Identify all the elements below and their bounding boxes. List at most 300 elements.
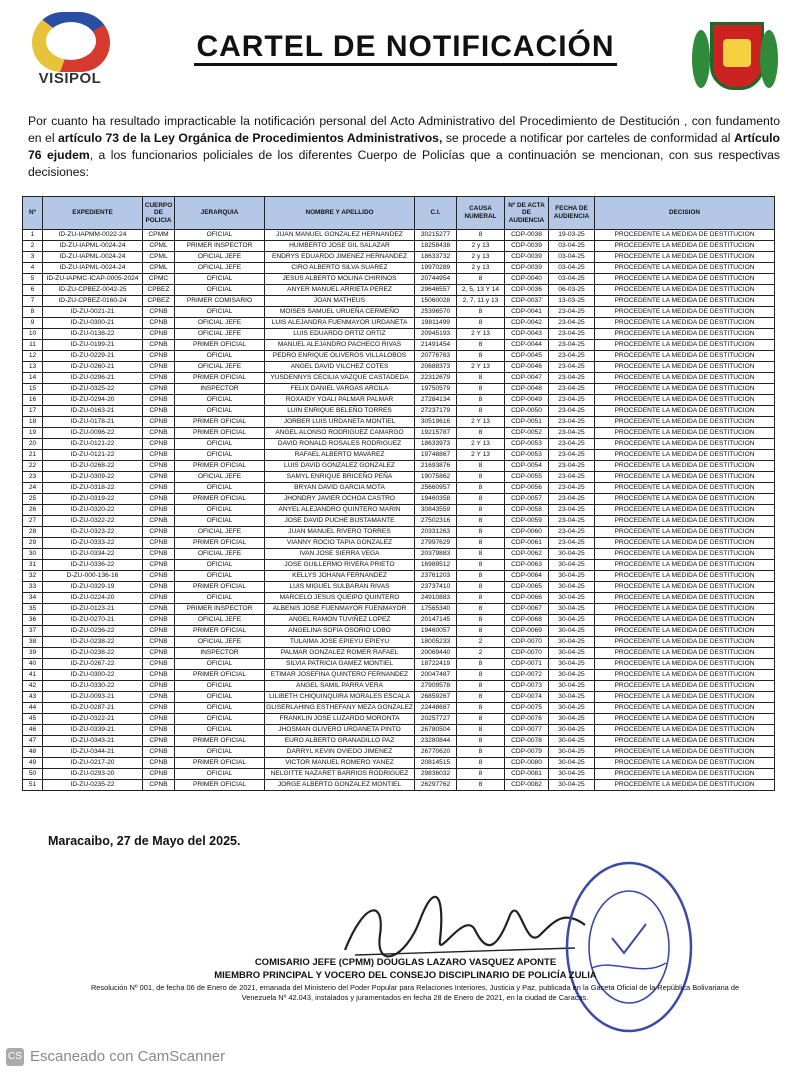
table-cell: 8 <box>457 527 505 538</box>
table-cell: 19748867 <box>415 450 457 461</box>
table-cell: CPNB <box>143 604 175 615</box>
table-cell: 38 <box>23 637 43 648</box>
table-cell: 30-04-25 <box>549 670 595 681</box>
table-cell: 30-04-25 <box>549 725 595 736</box>
table-cell: CPNB <box>143 703 175 714</box>
table-cell: 20688373 <box>415 362 457 373</box>
table-cell: CDP-0063 <box>505 560 549 571</box>
table-row <box>23 582 775 593</box>
table-cell: 30-04-25 <box>549 615 595 626</box>
table-cell: ID-ZU-0178-21 <box>43 417 143 428</box>
table-cell: 20257727 <box>415 714 457 725</box>
table-cell: CPNB <box>143 472 175 483</box>
table-cell: CDP-0054 <box>505 461 549 472</box>
table-cell: ID-ZU-0199-21 <box>43 340 143 351</box>
table-cell: 42 <box>23 681 43 692</box>
table-cell: 23-04-25 <box>549 516 595 527</box>
table-cell: ID-ZU-0309-22 <box>43 472 143 483</box>
table-cell: ID-ZU-0334-22 <box>43 549 143 560</box>
table-row <box>23 527 775 538</box>
table-cell: PROCEDENTE LA MEDIDA DE DESTITUCION <box>595 285 775 296</box>
table-cell: CPNB <box>143 373 175 384</box>
table-cell: CPNB <box>143 318 175 329</box>
table-row <box>23 406 775 417</box>
table-cell: D-ZU-000-136-16 <box>43 571 143 582</box>
official-stamp <box>562 858 696 1036</box>
table-cell: PROCEDENTE LA MEDIDA DE DESTITUCION <box>595 274 775 285</box>
table-cell: CDP-0072 <box>505 670 549 681</box>
table-cell: ID-ZU-0330-22 <box>43 681 143 692</box>
table-cell: 30-04-25 <box>549 626 595 637</box>
table-cell: 8 <box>457 318 505 329</box>
table-cell: 36 <box>23 615 43 626</box>
table-cell: 23-04-25 <box>549 450 595 461</box>
table-cell: ID-ZU-CPBEZ-0042-25 <box>43 285 143 296</box>
table-cell: 23-04-25 <box>549 406 595 417</box>
table-cell: ID-ZU-0224-20 <box>43 593 143 604</box>
table-cell: PROCEDENTE LA MEDIDA DE DESTITUCION <box>595 461 775 472</box>
table-cell: 18633973 <box>415 439 457 450</box>
table-row <box>23 747 775 758</box>
table-cell: 23280844 <box>415 736 457 747</box>
table-cell: 19-03-25 <box>549 230 595 241</box>
table-cell: CPNB <box>143 351 175 362</box>
table-cell: ID-ZU-0096-22 <box>43 428 143 439</box>
table-cell: OFICIAL <box>175 681 265 692</box>
table-cell: 45 <box>23 714 43 725</box>
table-cell: OFICIAL <box>175 307 265 318</box>
table-cell: IVAN JOSE SIERRA VEGA <box>265 549 415 560</box>
table-cell: CDP-0082 <box>505 780 549 791</box>
table-row <box>23 604 775 615</box>
table-cell: LILIBETH CHIQUINQUIRA MORALES ESCALA <box>265 692 415 703</box>
table-cell: PROCEDENTE LA MEDIDA DE DESTITUCION <box>595 307 775 318</box>
table-row <box>23 362 775 373</box>
table-cell: CDP-0036 <box>505 285 549 296</box>
table-cell: MOISES SAMUEL URUEÑA CERMEÑO <box>265 307 415 318</box>
table-cell: PROCEDENTE LA MEDIDA DE DESTITUCION <box>595 747 775 758</box>
table-cell: CPNB <box>143 384 175 395</box>
table-cell: CPNB <box>143 494 175 505</box>
table-cell: 46 <box>23 725 43 736</box>
table-row <box>23 307 775 318</box>
table-cell: PRIMER OFICIAL <box>175 373 265 384</box>
table-cell: OFICIAL <box>175 560 265 571</box>
table-cell: PROCEDENTE LA MEDIDA DE DESTITUCION <box>595 549 775 560</box>
table-cell: CDP-0080 <box>505 758 549 769</box>
table-cell: 20 <box>23 439 43 450</box>
table-cell: 23761203 <box>415 571 457 582</box>
scanner-text: Escaneado con CamScanner <box>30 1048 226 1065</box>
table-cell: 23-04-25 <box>549 307 595 318</box>
table-cell: 50 <box>23 769 43 780</box>
table-row <box>23 571 775 582</box>
table-cell: 8 <box>457 670 505 681</box>
table-cell: OFICIAL JEFE <box>175 527 265 538</box>
table-row <box>23 285 775 296</box>
table-cell: 18005233 <box>415 637 457 648</box>
table-row <box>23 736 775 747</box>
table-cell: PROCEDENTE LA MEDIDA DE DESTITUCION <box>595 637 775 648</box>
table-cell: CPNB <box>143 571 175 582</box>
table-cell: 20379883 <box>415 549 457 560</box>
table-cell: 23-04-25 <box>549 527 595 538</box>
table-cell: ANYEL ALEJANDRO QUINTERO MARIN <box>265 505 415 516</box>
table-cell: 13 <box>23 362 43 373</box>
table-cell: ID-ZU-0238-22 <box>43 648 143 659</box>
table-cell: 8 <box>457 681 505 692</box>
table-cell: 20945193 <box>415 329 457 340</box>
column-header: FECHA DE AUDIENCIA <box>549 197 595 230</box>
table-cell: 8 <box>457 307 505 318</box>
table-cell: CPNB <box>143 582 175 593</box>
table-cell: 21 <box>23 450 43 461</box>
table-row <box>23 428 775 439</box>
table-cell: PROCEDENTE LA MEDIDA DE DESTITUCION <box>595 340 775 351</box>
table-cell: PROCEDENTE LA MEDIDA DE DESTITUCION <box>595 604 775 615</box>
table-cell: CDP-0042 <box>505 318 549 329</box>
table-cell: CPNB <box>143 681 175 692</box>
table-cell: MANUEL ALEJANDRO PACHECO RIVAS <box>265 340 415 351</box>
table-cell: OFICIAL JEFE <box>175 252 265 263</box>
table-cell: PEDRO ENRIQUE OLIVEROS VILLALOBOS <box>265 351 415 362</box>
column-header: Nº DE ACTA DE AUDIENCIA <box>505 197 549 230</box>
table-cell: CDP-0060 <box>505 527 549 538</box>
table-cell: 23-04-25 <box>549 351 595 362</box>
table-cell: 8 <box>457 483 505 494</box>
table-cell: 8 <box>457 274 505 285</box>
table-cell: 31 <box>23 560 43 571</box>
table-cell: 2 <box>457 637 505 648</box>
table-cell: 17 <box>23 406 43 417</box>
table-cell: JOSE GUILLERMO RIVERA PRIETO <box>265 560 415 571</box>
table-cell: CDP-0064 <box>505 571 549 582</box>
table-cell: CDP-0056 <box>505 483 549 494</box>
table-row <box>23 692 775 703</box>
table-cell: ID-ZU-0300-22 <box>43 670 143 681</box>
table-cell: PROCEDENTE LA MEDIDA DE DESTITUCION <box>595 494 775 505</box>
table-cell: PRIMER OFICIAL <box>175 780 265 791</box>
table-cell: 25396570 <box>415 307 457 318</box>
table-cell: 44 <box>23 703 43 714</box>
column-header: CAUSA NUMERAL <box>457 197 505 230</box>
table-cell: PROCEDENTE LA MEDIDA DE DESTITUCION <box>595 439 775 450</box>
table-cell: ID-ZU-0323-22 <box>43 527 143 538</box>
table-cell: CPNB <box>143 637 175 648</box>
table-cell: CDP-0038 <box>505 230 549 241</box>
table-cell: 20814515 <box>415 758 457 769</box>
signer-name: COMISARIO JEFE (CPMM) DOUGLAS LAZARO VASQUEZ APONTE <box>254 957 557 968</box>
table-cell: JORGE ALBERTO GONZALEZ MONTIEL <box>265 780 415 791</box>
table-cell: 23 <box>23 472 43 483</box>
table-cell: CDP-0055 <box>505 472 549 483</box>
table-row <box>23 329 775 340</box>
table-cell: LUIS DAVID GONZALEZ GONZALEZ <box>265 461 415 472</box>
table-cell: PROCEDENTE LA MEDIDA DE DESTITUCION <box>595 527 775 538</box>
table-cell: ENDRYS EDUARDO JIMENEZ HERNANDEZ <box>265 252 415 263</box>
table-row <box>23 516 775 527</box>
table-cell: PROCEDENTE LA MEDIDA DE DESTITUCION <box>595 417 775 428</box>
table-cell: OFICIAL <box>175 406 265 417</box>
table-cell: ID-ZU-0093-21 <box>43 692 143 703</box>
table-cell: 27997629 <box>415 538 457 549</box>
table-cell: 2 Y 13 <box>457 329 505 340</box>
table-cell: PRIMER OFICIAL <box>175 428 265 439</box>
table-row <box>23 758 775 769</box>
table-cell: CPNB <box>143 615 175 626</box>
table-cell: 8 <box>457 703 505 714</box>
table-cell: 2 <box>23 241 43 252</box>
table-cell: 2 y 13 <box>457 252 505 263</box>
table-cell: ID-ZU-0238-22 <box>43 637 143 648</box>
place-date: Maracaibo, 27 de Mayo del 2025. <box>48 834 241 848</box>
resolution-text: Resolución Nº 001, de fecha 06 de Enero de 2021, emanada del Ministerio del Poder Popular para Relaciones Interiores, Justicia y Paz, publicada en la Gaceta Oficial de la República Bolivariana de Venezuela Nº 42.043, instalados y juramentados en fecha 28 de Enero de 2021, en la ciudad de Caracas. <box>90 983 740 1002</box>
table-cell: CDP-0077 <box>505 725 549 736</box>
table-cell: 2 y 13 <box>457 263 505 274</box>
table-cell: PROCEDENTE LA MEDIDA DE DESTITUCION <box>595 395 775 406</box>
table-cell: CDP-0069 <box>505 626 549 637</box>
table-cell: ID-ZU-CPBEZ-0160-24 <box>43 296 143 307</box>
table-cell: PROCEDENTE LA MEDIDA DE DESTITUCION <box>595 252 775 263</box>
table-cell: 26297762 <box>415 780 457 791</box>
table-row <box>23 472 775 483</box>
table-row <box>23 659 775 670</box>
table-cell: JESUS ALBERTO MOLINA CHIRINOS <box>265 274 415 285</box>
table-cell: PRIMER INSPECTOR <box>175 241 265 252</box>
table-cell: ID-ZU-IAPMC-ICAP-0005-2024 <box>43 274 143 285</box>
table-cell: 51 <box>23 780 43 791</box>
table-cell: 8 <box>457 769 505 780</box>
table-cell: ANGEL DAVID VILCHEZ COTES <box>265 362 415 373</box>
table-cell: CPNB <box>143 362 175 373</box>
table-cell: 2, 5, 13 Y 14 <box>457 285 505 296</box>
table-row <box>23 483 775 494</box>
table-cell: ID-ZU-0339-21 <box>43 725 143 736</box>
table-row <box>23 560 775 571</box>
table-row <box>23 318 775 329</box>
table-cell: CDP-0047 <box>505 373 549 384</box>
table-cell: ID-ZU-0293-20 <box>43 769 143 780</box>
table-cell: CDP-0066 <box>505 593 549 604</box>
table-cell: JHONDRY JAVIER OCHOA CASTRO <box>265 494 415 505</box>
table-cell: 23-04-25 <box>549 395 595 406</box>
table-cell: GLISERLAHING ESTHEFANY MEZA GONZALEZ <box>265 703 415 714</box>
table-cell: ID-ZU-0217-20 <box>43 758 143 769</box>
table-cell: ID-ZU-0121-22 <box>43 439 143 450</box>
table-cell: ID-ZU-0235-22 <box>43 780 143 791</box>
table-cell: OFICIAL <box>175 505 265 516</box>
table-cell: CDP-0048 <box>505 384 549 395</box>
table-row <box>23 769 775 780</box>
table-cell: ID-ZU-0236-22 <box>43 626 143 637</box>
table-row <box>23 637 775 648</box>
table-cell: CDP-0044 <box>505 340 549 351</box>
table-cell: PROCEDENTE LA MEDIDA DE DESTITUCION <box>595 780 775 791</box>
table-cell: PROCEDENTE LA MEDIDA DE DESTITUCION <box>595 406 775 417</box>
table-cell: CDP-0071 <box>505 659 549 670</box>
table-cell: CPNB <box>143 758 175 769</box>
table-cell: 30519616 <box>415 417 457 428</box>
table-cell: 8 <box>457 692 505 703</box>
table-cell: DAVID RONALD ROSALES RODRIGUEZ <box>265 439 415 450</box>
table-cell: ID-ZU-0344-21 <box>43 747 143 758</box>
table-cell: CPNB <box>143 516 175 527</box>
table-cell: CDP-0057 <box>505 494 549 505</box>
table-cell: CDP-0041 <box>505 307 549 318</box>
table-cell: CPMC <box>143 274 175 285</box>
table-cell: 30 <box>23 549 43 560</box>
table-row <box>23 351 775 362</box>
table-cell: CPNB <box>143 659 175 670</box>
table-cell: 24910883 <box>415 593 457 604</box>
table-cell: ID-ZU-0322-21 <box>43 714 143 725</box>
table-row <box>23 252 775 263</box>
table-cell: CIRO ALBERTO SILVA SUAREZ <box>265 263 415 274</box>
table-cell: PRIMER OFICIAL <box>175 626 265 637</box>
column-header: CUERPO DE POLICIA <box>143 197 175 230</box>
table-cell: 8 <box>457 582 505 593</box>
table-cell: CPNB <box>143 417 175 428</box>
table-cell: PROCEDENTE LA MEDIDA DE DESTITUCION <box>595 318 775 329</box>
table-cell: ID-ZU-0138-22 <box>43 329 143 340</box>
table-cell: 22448687 <box>415 703 457 714</box>
column-header: Nº <box>23 197 43 230</box>
table-cell: BRYAN DAVID GARCIA MOTA <box>265 483 415 494</box>
table-cell: 8 <box>457 593 505 604</box>
table-cell: 20069440 <box>415 648 457 659</box>
table-cell: YUSDENNYS CECILIA VAZQUE CASTADEDA <box>265 373 415 384</box>
table-cell: OFICIAL <box>175 483 265 494</box>
table-cell: CPNB <box>143 670 175 681</box>
table-row <box>23 296 775 307</box>
table-cell: 30-04-25 <box>549 769 595 780</box>
table-cell: 30215277 <box>415 230 457 241</box>
table-row <box>23 274 775 285</box>
table-cell: PRIMER OFICIAL <box>175 340 265 351</box>
table-cell: JUAN MANUEL RIVERO TORRES <box>265 527 415 538</box>
table-row <box>23 439 775 450</box>
table-cell: 23-04-25 <box>549 494 595 505</box>
table-cell: 24 <box>23 483 43 494</box>
table-cell: ID-ZU-0268-22 <box>43 461 143 472</box>
table-cell: 8 <box>457 516 505 527</box>
table-cell: CPNB <box>143 736 175 747</box>
table-cell: CPNB <box>143 725 175 736</box>
table-cell: OFICIAL JEFE <box>175 263 265 274</box>
table-cell: CDP-0039 <box>505 263 549 274</box>
table-row <box>23 648 775 659</box>
table-cell: PROCEDENTE LA MEDIDA DE DESTITUCION <box>595 516 775 527</box>
table-cell: OFICIAL <box>175 747 265 758</box>
table-cell: CDP-0043 <box>505 329 549 340</box>
table-cell: CDP-0062 <box>505 549 549 560</box>
table-cell: ID-ZU-0270-21 <box>43 615 143 626</box>
table-cell: DARRYL KEVIN OVIEDO JIMENEZ <box>265 747 415 758</box>
table-cell: PALMAR GONZALEZ ROMER RAFAEL <box>265 648 415 659</box>
table-cell: 23-04-25 <box>549 505 595 516</box>
table-cell: ROXAIDY YOALI PALMAR PALMAR <box>265 395 415 406</box>
table-cell: 41 <box>23 670 43 681</box>
table-cell: HUMBERTO JOSE GIL SALAZAR <box>265 241 415 252</box>
table-cell: PROCEDENTE LA MEDIDA DE DESTITUCION <box>595 571 775 582</box>
table-cell: EURO ALBERTO GRANADILLO PAZ <box>265 736 415 747</box>
table-cell: NELGITTE NAZARET BARRIOS RODRIGUEZ <box>265 769 415 780</box>
table-cell: 30-04-25 <box>549 758 595 769</box>
table-cell: PROCEDENTE LA MEDIDA DE DESTITUCION <box>595 428 775 439</box>
table-cell: 8 <box>457 340 505 351</box>
table-cell: ID-ZU-IAPMM-0022-24 <box>43 230 143 241</box>
table-row <box>23 681 775 692</box>
table-cell: 8 <box>457 725 505 736</box>
table-cell: 26 <box>23 505 43 516</box>
table-cell: OFICIAL <box>175 593 265 604</box>
table-cell: PROCEDENTE LA MEDIDA DE DESTITUCION <box>595 692 775 703</box>
table-cell: 8 <box>457 395 505 406</box>
table-cell: 8 <box>457 505 505 516</box>
table-cell: PROCEDENTE LA MEDIDA DE DESTITUCION <box>595 241 775 252</box>
table-cell: CPNB <box>143 483 175 494</box>
table-cell: FELIX DANIEL VARGAS ARCILA <box>265 384 415 395</box>
table-cell: 23-04-25 <box>549 428 595 439</box>
table-cell: 8 <box>457 384 505 395</box>
table-row <box>23 538 775 549</box>
table-cell: 14 <box>23 373 43 384</box>
table-cell: OFICIAL JEFE <box>175 472 265 483</box>
table-cell: VICTOR MANUEL ROMERO YANEZ <box>265 758 415 769</box>
table-cell: ID-ZU-0318-22 <box>43 483 143 494</box>
table-cell: 19 <box>23 428 43 439</box>
table-cell: ID-ZU-0325-22 <box>43 384 143 395</box>
table-cell: 6 <box>23 285 43 296</box>
table-cell: INSPECTOR <box>175 648 265 659</box>
table-cell: CPNB <box>143 340 175 351</box>
table-cell: ID-ZU-0123-21 <box>43 604 143 615</box>
table-cell: 2 Y 13 <box>457 417 505 428</box>
table-cell: CPNB <box>143 780 175 791</box>
table-cell: 30-04-25 <box>549 692 595 703</box>
table-cell: CDP-0070 <box>505 637 549 648</box>
table-cell: LUIS ALEJANDRA FUENMAYOR URDANETA <box>265 318 415 329</box>
table-cell: PROCEDENTE LA MEDIDA DE DESTITUCION <box>595 714 775 725</box>
table-cell: 37 <box>23 626 43 637</box>
table-cell: 8 <box>457 615 505 626</box>
table-row <box>23 417 775 428</box>
table-cell: PROCEDENTE LA MEDIDA DE DESTITUCION <box>595 472 775 483</box>
table-cell: CPNB <box>143 692 175 703</box>
table-cell: PRIMER INSPECTOR <box>175 604 265 615</box>
table-cell: OFICIAL <box>175 395 265 406</box>
table-cell: 8 <box>457 560 505 571</box>
table-cell: ID-ZU-0320-22 <box>43 505 143 516</box>
table-cell: JOSE DAVID PUCHE BUSTAMANTE <box>265 516 415 527</box>
table-cell: PROCEDENTE LA MEDIDA DE DESTITUCION <box>595 670 775 681</box>
table-cell: 21491454 <box>415 340 457 351</box>
table-cell: CDP-0061 <box>505 538 549 549</box>
table-cell: OFICIAL JEFE <box>175 362 265 373</box>
table-cell: PROCEDENTE LA MEDIDA DE DESTITUCION <box>595 329 775 340</box>
table-cell: 23-04-25 <box>549 538 595 549</box>
table-cell: 30-04-25 <box>549 659 595 670</box>
table-cell: 8 <box>457 714 505 725</box>
table-cell: 8 <box>457 461 505 472</box>
table-cell: ID-ZU-0287-21 <box>43 703 143 714</box>
table-cell: 20776763 <box>415 351 457 362</box>
table-cell: ANYER MANUEL ARRIETA PEREZ <box>265 285 415 296</box>
table-cell: 30-04-25 <box>549 560 595 571</box>
table-cell: 30-04-25 <box>549 747 595 758</box>
table-cell: OFICIAL <box>175 659 265 670</box>
table-cell: PROCEDENTE LA MEDIDA DE DESTITUCION <box>595 648 775 659</box>
